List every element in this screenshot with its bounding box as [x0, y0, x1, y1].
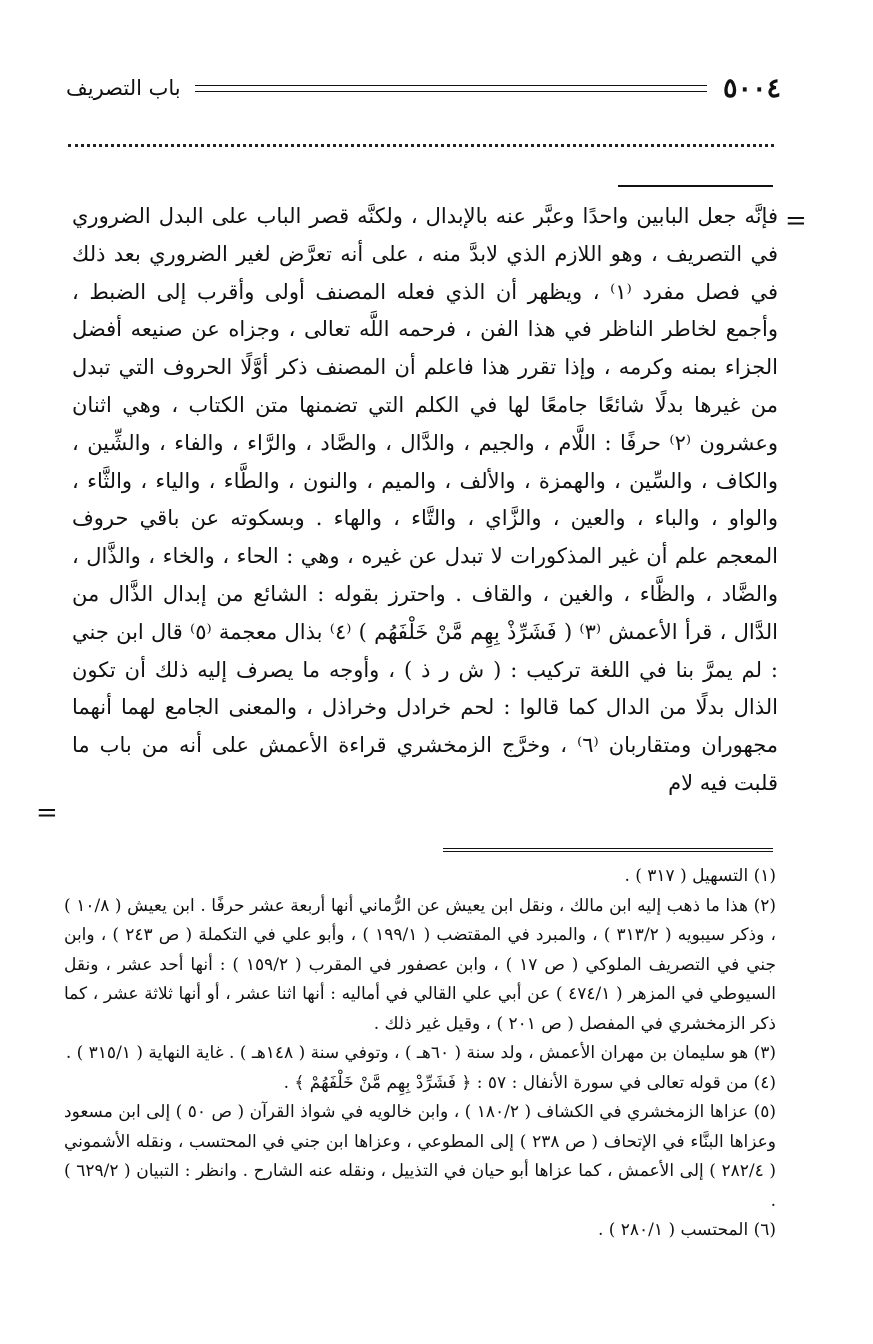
footnote-4: (٤) من قوله تعالى في سورة الأنفال : ٥٧ : ﴿ فَشَرِّدْ بِهِم مَّنْ خَلْفَهُمْ ﴾ .	[283, 1072, 776, 1093]
footnote-2: (٢) هذا ما ذهب إليه ابن مالك ، ونقل ابن يعيش عن الرُّماني أنها أربعة عشر حرفًا . ابن يعيش ( ١٠/٨ ) ، وذكر سيبويه ( ٣١٣/٢ ) ، والمبرد في المقتضب ( ١٩٩/١ ) ، وأبو علي في التكملة ( ص ٢٤٣ ) ، وابن جني في التصريف الملوكي ( ص ١٧ ) ، وابن عصفور في المقرب ( ١٥٩/٢ ) : أنها أحد عشر ، ونقل السيوطي في المزهر ( ٤٧٤/١ ) عن أبي علي القالي في أماليه : أنها اثنا عشر ، أو أنها ثلاثة عشر ، كما ذكر الزمخشري في المفصل ( ص ٢٠١ ) ، وقيل غير ذلك .	[64, 895, 777, 1034]
footnotes	[64, 862, 776, 1246]
main-text	[72, 198, 778, 803]
chapter-title: باب التصريف	[66, 76, 181, 100]
footnote-1: (١) التسهيل ( ٣١٧ ) .	[624, 866, 776, 886]
footnote-6: (٦) المحتسب ( ٢٨٠/١ ) .	[597, 1220, 776, 1240]
page-number: ٥٠٠٤	[722, 72, 781, 104]
continuation-mark-top: =	[785, 206, 807, 236]
body-paragraph: فإنَّه جعل البابين واحدًا وعبَّر عنه بالإبدال ، ولكنَّه قصر الباب على البدل الضروري في التصريف ، وهو اللازم الذي لابدَّ منه ، على أنه تعرَّض لغير الضروري بعد ذلك في فصل مفرد ⁽١⁾ ، ويظهر أن الذي فعله المصنف أولى وأقرب إلى الضبط ، وأجمع لخاطر الناظر في هذا الفن ، فرحمه اللَّه تعالى ، وجزاه عن صنيعه أفضل الجزاء بمنه وكرمه ، وإذا تقرر هذا فاعلم أن المصنف ذكر أوَّلًا الحروف التي تبدل من غيرها بدلًا شائعًا جامعًا لها في الكلم التي تضمنها متن الكتاب ، وهي اثنان وعشرون ⁽٢⁾ حرفًا : اللَّام ، والجيم ، والدَّال ، والصَّاد ، والرَّاء ، والفاء ، والشِّين ، والكاف ، والسِّين ، والهمزة ، والألف ، والميم ، والنون ، والطَّاء ، والياء ، والثَّاء ، والواو ، والباء ، والعين ، والزَّاي ، والتَّاء ، والهاء . وبسكوته عن باقي حروف المعجم علم أن غير المذكورات لا تبدل عن غيره ، وهي : الحاء ، والخاء ، والذَّال ، والضَّاد ، والظَّاء ، والغين ، والقاف . واحترز بقوله : الشائع من إبدال الذَّال من الدَّال ، قرأ الأعمش ⁽٣⁾ ( فَشَرِّذْ بِهِم مَّنْ خَلْفَهُم ) ⁽٤⁾ بذال معجمة ⁽٥⁾ قال ابن جني : لم يمرَّ بنا في اللغة تركيب : ( ش ر ذ ) ، وأوجه ما يصرف إليه ذلك أن تكون الذال بدلًا من الدال كما قالوا : لحم خرادل وخراذل ، والمعنى الجامع لهما أنهما مجهوران ومتقاربان ⁽٦⁾ ، وخرَّج الزمخشري قراءة الأعمش على أنه من باب ما قلبت فيه لام	[72, 204, 779, 795]
footnote-3: (٣) هو سليمان بن مهران الأعمش ، ولد سنة ( ٦٠هـ ) ، وتوفي سنة ( ١٤٨هـ ) . غاية النهاية ( ٣١٥/١ ) .	[65, 1043, 776, 1063]
dotted-separator	[68, 144, 774, 147]
continuation-mark-bottom: =	[36, 798, 58, 828]
footnote-rule	[443, 848, 773, 854]
header-rule	[195, 85, 707, 92]
running-header	[66, 68, 781, 108]
section-rule	[618, 185, 773, 187]
footnote-5: (٥) عزاها الزمخشري في الكشاف ( ١٨٠/٢ ) ، وابن خالويه في شواذ القرآن ( ص ٥٠ ) إلى ابن مسعود وعزاها البنَّاء في الإتحاف ( ص ٢٣٨ ) إلى المطوعي ، وعزاها ابن جني في المحتسب ، ونقله الأشموني ( ٢٨٢/٤ ) إلى الأعمش ، كما عزاها أبو حيان في التذييل ، ونقله عنه الشارح . وانظر : التبيان ( ٦٢٩/٢ ) .	[64, 1102, 776, 1211]
